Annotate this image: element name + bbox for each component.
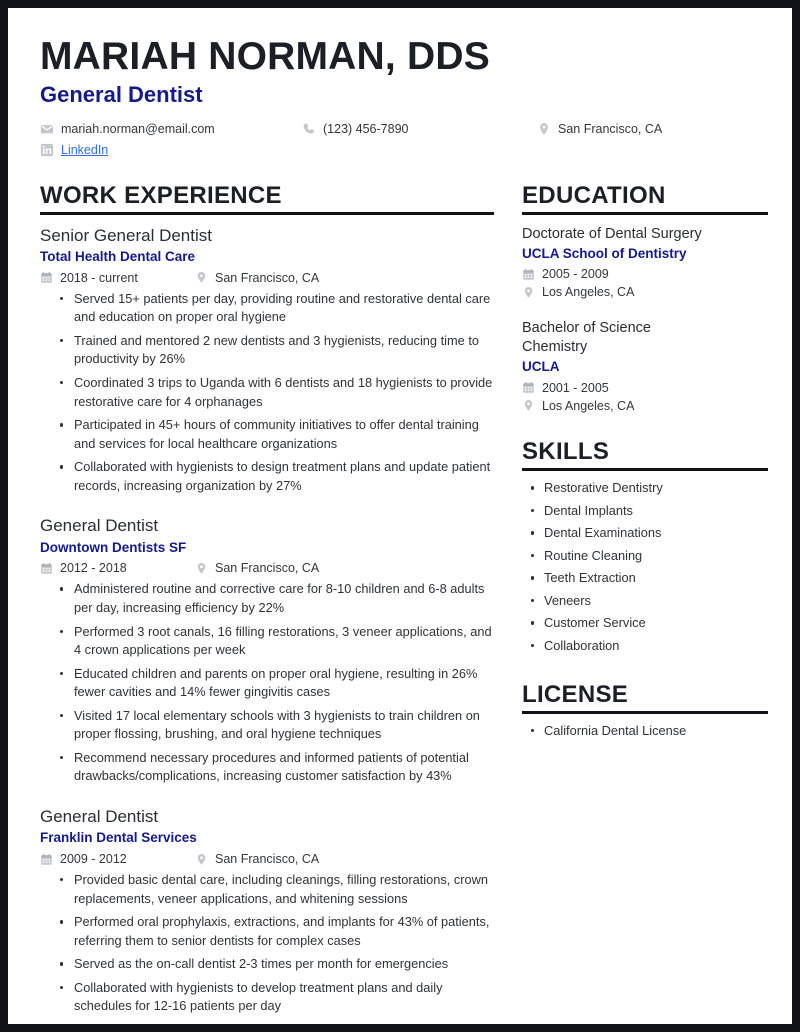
experience-location xyxy=(195,852,319,866)
contact-email-text: mariah.norman@email.com xyxy=(61,121,215,136)
page-title: MARIAH NORMAN, DDS xyxy=(40,35,490,78)
education-school: UCLA School of Dentistry xyxy=(522,245,687,261)
section-divider xyxy=(522,468,768,471)
list-item: Restorative Dentistry xyxy=(544,479,768,498)
education-field: Chemistry xyxy=(522,339,588,356)
experience-location-text: San Francisco, CA xyxy=(215,270,320,285)
education-meta xyxy=(522,267,768,299)
experience-location-text: San Francisco, CA xyxy=(215,561,320,576)
calendar-icon xyxy=(40,562,53,575)
section-work-experience xyxy=(40,183,494,1016)
contact-row-primary xyxy=(40,122,768,136)
list-item: Collaborated with hygienists to design treatment plans and update patient records, increasing organization by 27% xyxy=(74,458,494,495)
experience-dates xyxy=(40,852,195,866)
experience-dates xyxy=(40,271,195,285)
experience-bullets xyxy=(40,580,494,785)
section-divider xyxy=(522,212,768,215)
map-pin-icon xyxy=(522,399,535,412)
education-school: UCLA xyxy=(522,359,560,375)
section-title-skills: SKILLS xyxy=(522,437,610,465)
section-title-license: LICENSE xyxy=(522,680,629,708)
section-divider xyxy=(522,711,768,714)
experience-meta xyxy=(40,852,494,866)
list-item: Visited 17 local elementary schools with 3 hygienists to train children on proper flossing, brushing, and oral hygiene techniques xyxy=(74,707,494,744)
experience-job-title: Senior General Dentist xyxy=(40,225,212,245)
calendar-icon xyxy=(522,268,535,281)
list-item: Collaboration xyxy=(544,637,768,656)
education-dates-text: 2001 - 2005 xyxy=(542,380,609,395)
section-license xyxy=(522,682,768,741)
experience-location xyxy=(195,561,319,575)
envelope-icon xyxy=(40,122,54,136)
resume-body xyxy=(32,183,768,1016)
experience-dates-text: 2012 - 2018 xyxy=(60,561,127,576)
list-item: Routine Cleaning xyxy=(544,547,768,566)
experience-bullets xyxy=(40,290,494,495)
calendar-icon xyxy=(40,853,53,866)
section-education xyxy=(522,183,768,413)
list-item: Served as the on-call dentist 2-3 times per month for emergencies xyxy=(74,955,494,974)
section-divider xyxy=(40,212,494,215)
section-title-education: EDUCATION xyxy=(522,181,666,209)
contact-email[interactable] xyxy=(40,122,302,136)
contact-row-secondary xyxy=(40,143,768,157)
contact-location-text: San Francisco, CA xyxy=(558,121,663,136)
experience-entry xyxy=(40,806,494,1016)
experience-entry xyxy=(40,225,494,496)
contact-location xyxy=(537,122,768,136)
list-item: California Dental License xyxy=(544,722,768,741)
map-pin-icon xyxy=(537,122,551,136)
education-meta xyxy=(522,381,768,413)
education-location-text: Los Angeles, CA xyxy=(542,285,635,300)
list-item: Teeth Extraction xyxy=(544,569,768,588)
list-item: Served 15+ patients per day, providing routine and restorative dental care and education on proper oral hygiene xyxy=(74,290,494,327)
section-skills xyxy=(522,439,768,656)
education-entry xyxy=(522,225,768,300)
list-item: Veneers xyxy=(544,592,768,611)
education-degree: Doctorate of Dental Surgery xyxy=(522,225,702,242)
list-item: Performed 3 root canals, 16 filling restorations, 3 veneer applications, and 4 crown applications per week xyxy=(74,623,494,660)
experience-meta xyxy=(40,271,494,285)
left-column xyxy=(32,183,494,1016)
map-pin-icon xyxy=(195,853,208,866)
right-column xyxy=(522,183,768,741)
list-item: Performed oral prophylaxis, extractions, and implants for 43% of patients, referring them to senior dentists for complex cases xyxy=(74,913,494,950)
list-item: Dental Examinations xyxy=(544,524,768,543)
linkedin-icon xyxy=(40,143,54,157)
experience-job-title: General Dentist xyxy=(40,516,159,536)
education-dates xyxy=(522,381,768,395)
calendar-icon xyxy=(40,271,53,284)
list-item: Participated in 45+ hours of community initiatives to offer dental training and services for local healthcare organizations xyxy=(74,416,494,453)
map-pin-icon xyxy=(522,286,535,299)
education-location xyxy=(522,285,768,299)
education-location xyxy=(522,399,768,413)
contact-phone[interactable] xyxy=(302,122,537,136)
list-item: Administered routine and corrective care for 8-10 children and 6-8 adults per day, increasing efficiency by 22% xyxy=(74,580,494,617)
experience-dates xyxy=(40,561,195,575)
license-list xyxy=(522,722,768,741)
list-item: Educated children and parents on proper oral hygiene, resulting in 26% fewer cavities and 14% fewer gingivitis cases xyxy=(74,665,494,702)
list-item: Recommend necessary procedures and informed patients of potential drawbacks/complications, increasing customer satisfaction by 43% xyxy=(74,749,494,786)
phone-icon xyxy=(302,122,316,136)
resume-content xyxy=(8,8,792,1024)
list-item: Trained and mentored 2 new dentists and 3 hygienists, reducing time to productivity by 26% xyxy=(74,332,494,369)
education-entry xyxy=(522,319,768,413)
experience-company: Downtown Dentists SF xyxy=(40,539,187,555)
job-role-subtitle: General Dentist xyxy=(40,82,203,108)
education-location-text: Los Angeles, CA xyxy=(542,398,635,413)
experience-company: Franklin Dental Services xyxy=(40,830,197,846)
resume-header xyxy=(32,36,768,157)
list-item: Customer Service xyxy=(544,614,768,633)
linkedin-link-text[interactable]: LinkedIn xyxy=(61,142,109,157)
experience-bullets xyxy=(40,871,494,1016)
education-dates-text: 2005 - 2009 xyxy=(542,267,609,282)
contact-linkedin[interactable] xyxy=(40,143,108,157)
experience-entry xyxy=(40,515,494,786)
map-pin-icon xyxy=(195,562,208,575)
list-item: Provided basic dental care, including cleanings, filling restorations, crown replacements, veneer applications, and whitening sessions xyxy=(74,871,494,908)
experience-job-title: General Dentist xyxy=(40,806,159,826)
list-item: Coordinated 3 trips to Uganda with 6 dentists and 18 hygienists to provide restorative care for 4 orphanages xyxy=(74,374,494,411)
experience-company: Total Health Dental Care xyxy=(40,248,196,264)
calendar-icon xyxy=(522,381,535,394)
experience-dates-text: 2018 - current xyxy=(60,270,138,285)
list-item: Collaborated with hygienists to develop treatment plans and daily schedules for 12-16 patients per day xyxy=(74,979,494,1016)
map-pin-icon xyxy=(195,271,208,284)
experience-dates-text: 2009 - 2012 xyxy=(60,852,127,867)
experience-location-text: San Francisco, CA xyxy=(215,852,320,867)
skills-list xyxy=(522,479,768,655)
education-dates xyxy=(522,267,768,281)
contact-phone-text: (123) 456-7890 xyxy=(323,121,409,136)
section-title-work-experience: WORK EXPERIENCE xyxy=(40,181,282,209)
list-item: Dental Implants xyxy=(544,502,768,521)
experience-location xyxy=(195,271,319,285)
experience-meta xyxy=(40,561,494,575)
education-degree: Bachelor of Science xyxy=(522,320,651,337)
